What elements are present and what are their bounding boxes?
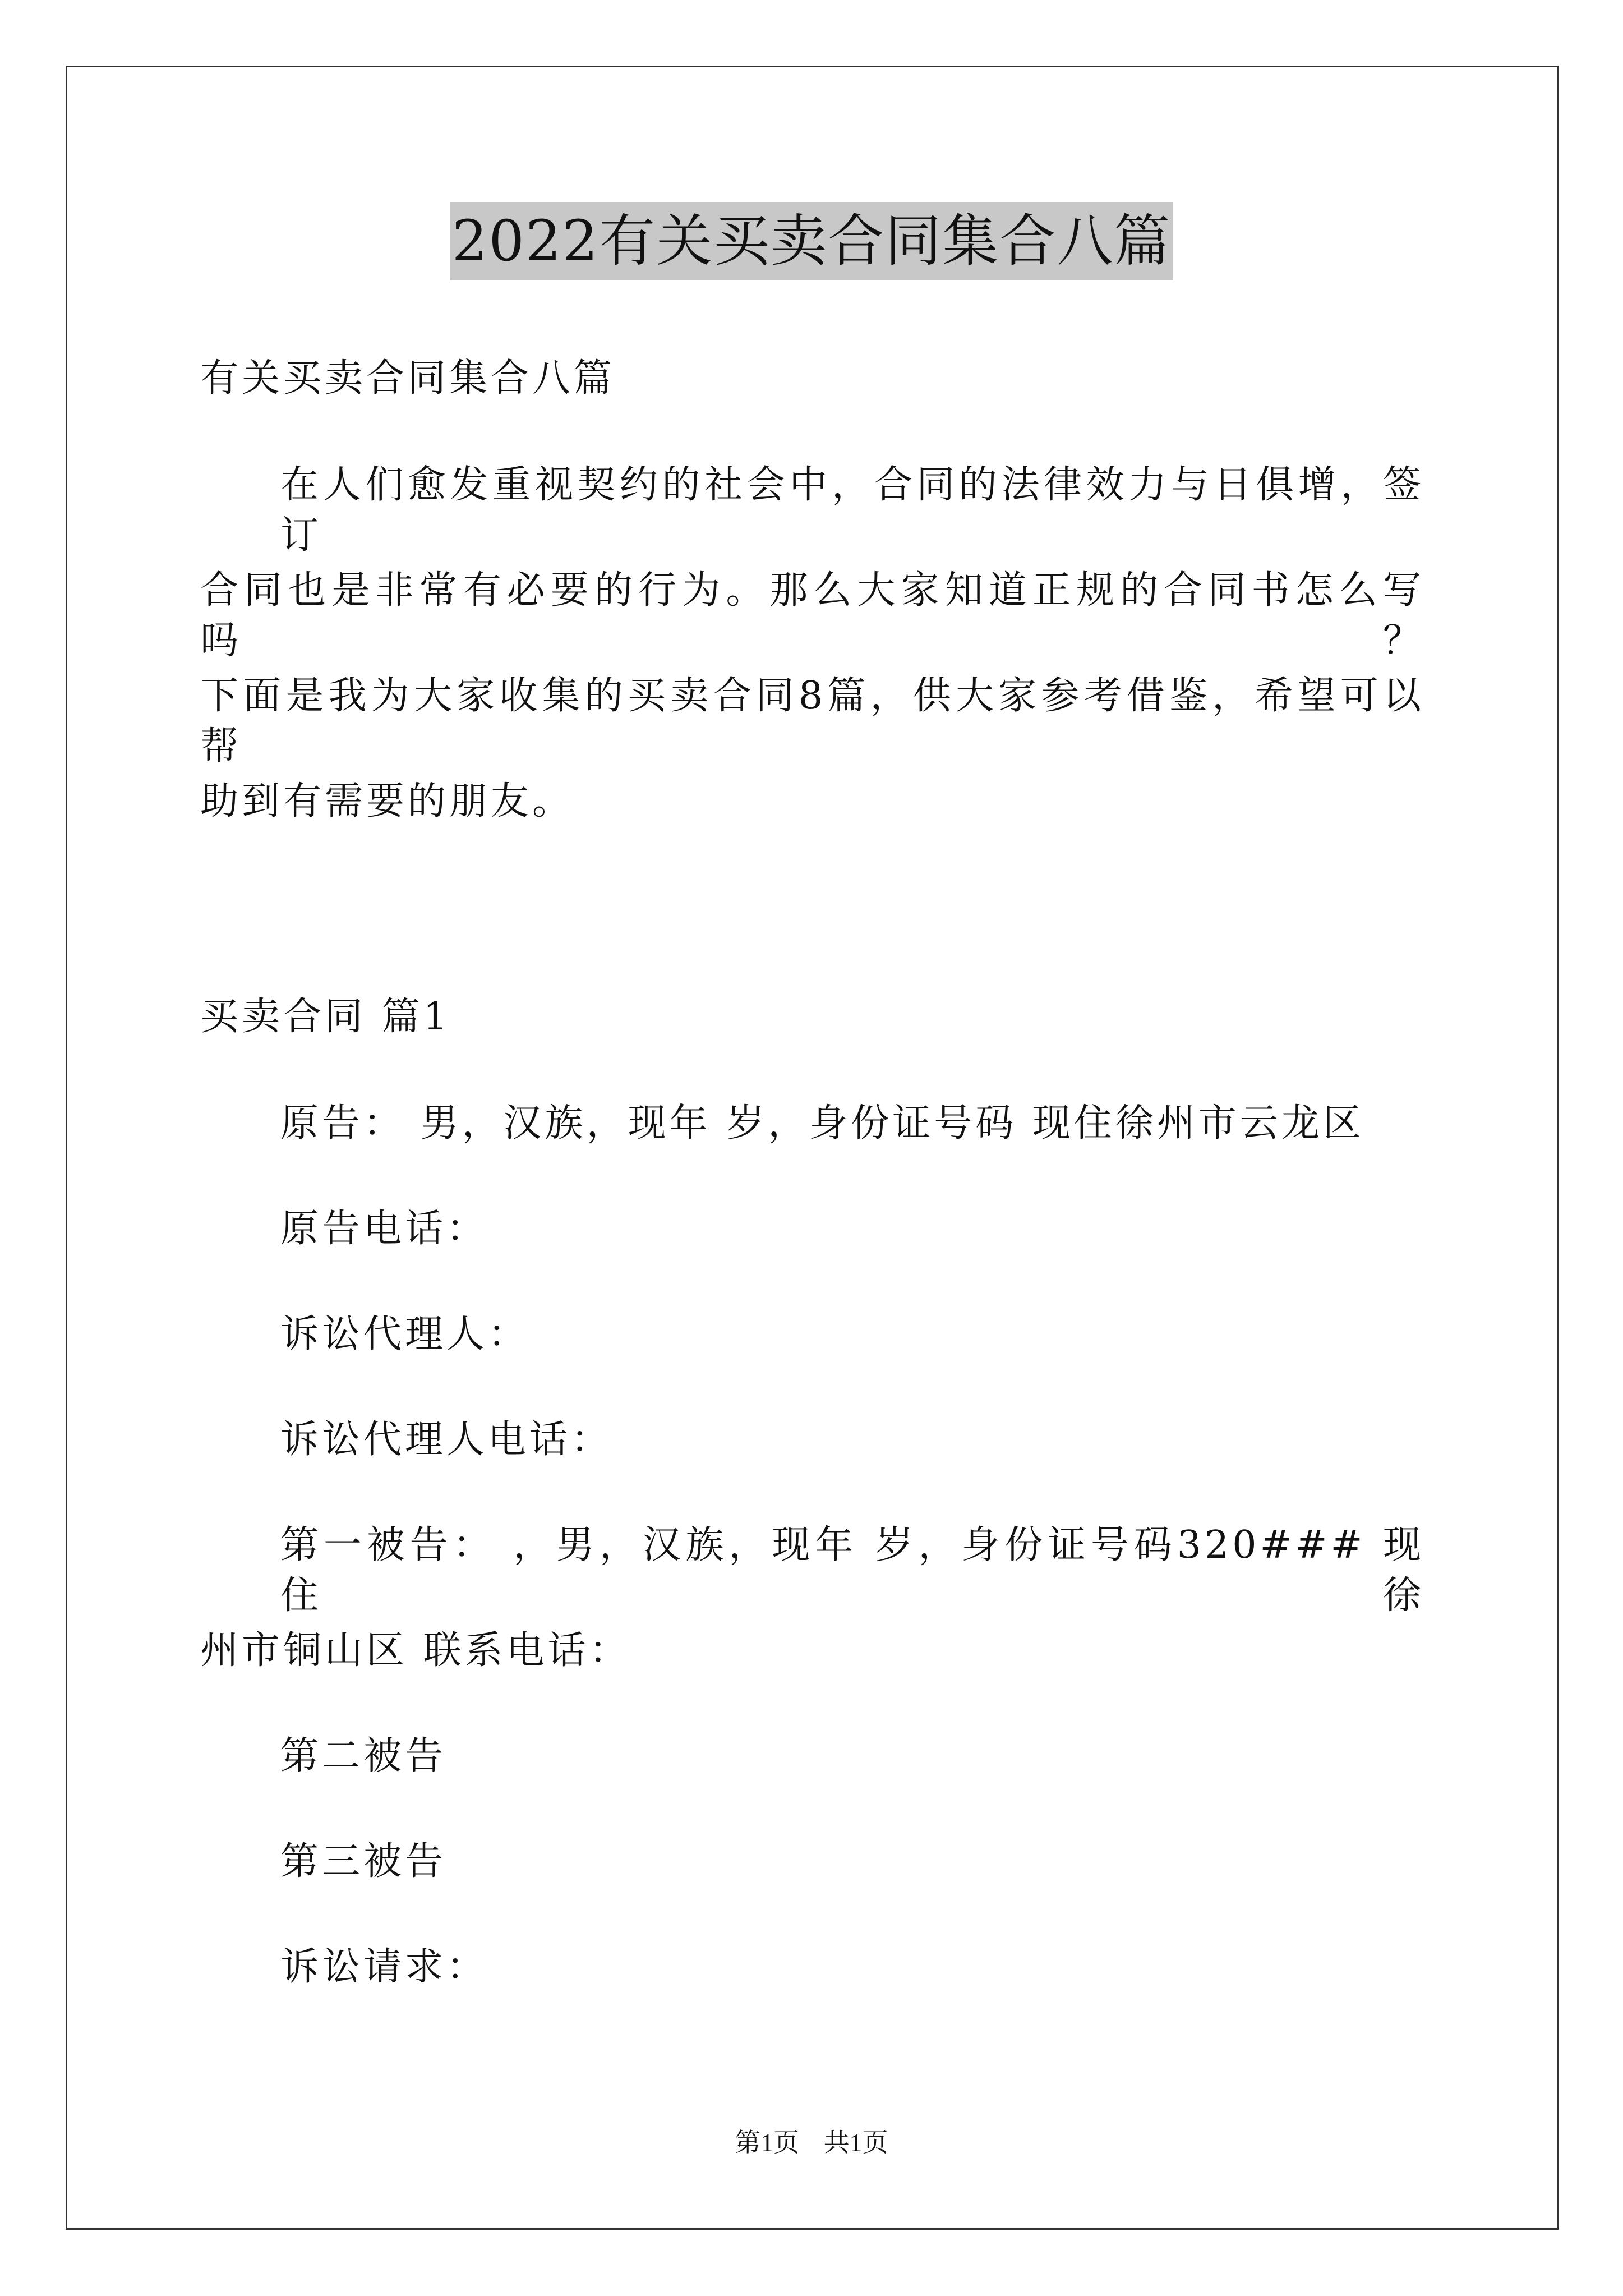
intro-line: 助到有需要的朋友。 bbox=[200, 779, 574, 823]
document-title: 2022有关买卖合同集合八篇 bbox=[450, 202, 1174, 280]
section-line: 州市铜山区 联系电话： bbox=[200, 1628, 631, 1673]
section-line: 诉讼代理人： bbox=[280, 1312, 530, 1356]
intro-line: 下面是我为大家收集的买卖合同8篇，供大家参考借鉴，希望可以帮 bbox=[200, 674, 1424, 769]
section-line: 第三被告 bbox=[280, 1839, 447, 1884]
section-line: 第二被告 bbox=[280, 1734, 447, 1778]
page-footer bbox=[0, 2126, 1623, 2160]
section-line: 原告电话： bbox=[280, 1207, 488, 1251]
section-line: 诉讼请求： bbox=[280, 1945, 488, 1989]
section-line: 诉讼代理人电话： bbox=[280, 1418, 613, 1462]
page-total: 共1页 bbox=[823, 2128, 888, 2157]
intro-line: 在人们愈发重视契约的社会中，合同的法律效力与日俱增，签订 bbox=[280, 463, 1424, 558]
section-line: 原告： 男，汉族，现年 岁，身份证号码 现住徐州市云龙区 bbox=[280, 1101, 1364, 1145]
section-line: 第一被告： ，男，汉族，现年 岁，身份证号码320### 现住徐 bbox=[280, 1523, 1424, 1618]
title-container bbox=[0, 202, 1623, 280]
section-heading: 买卖合同 篇1 bbox=[200, 995, 451, 1039]
intro-line: 合同也是非常有必要的行为。那么大家知道正规的合同书怎么写吗？ bbox=[200, 568, 1424, 663]
page-number: 第1页 bbox=[735, 2128, 800, 2157]
document-subtitle: 有关买卖合同集合八篇 bbox=[200, 356, 616, 401]
